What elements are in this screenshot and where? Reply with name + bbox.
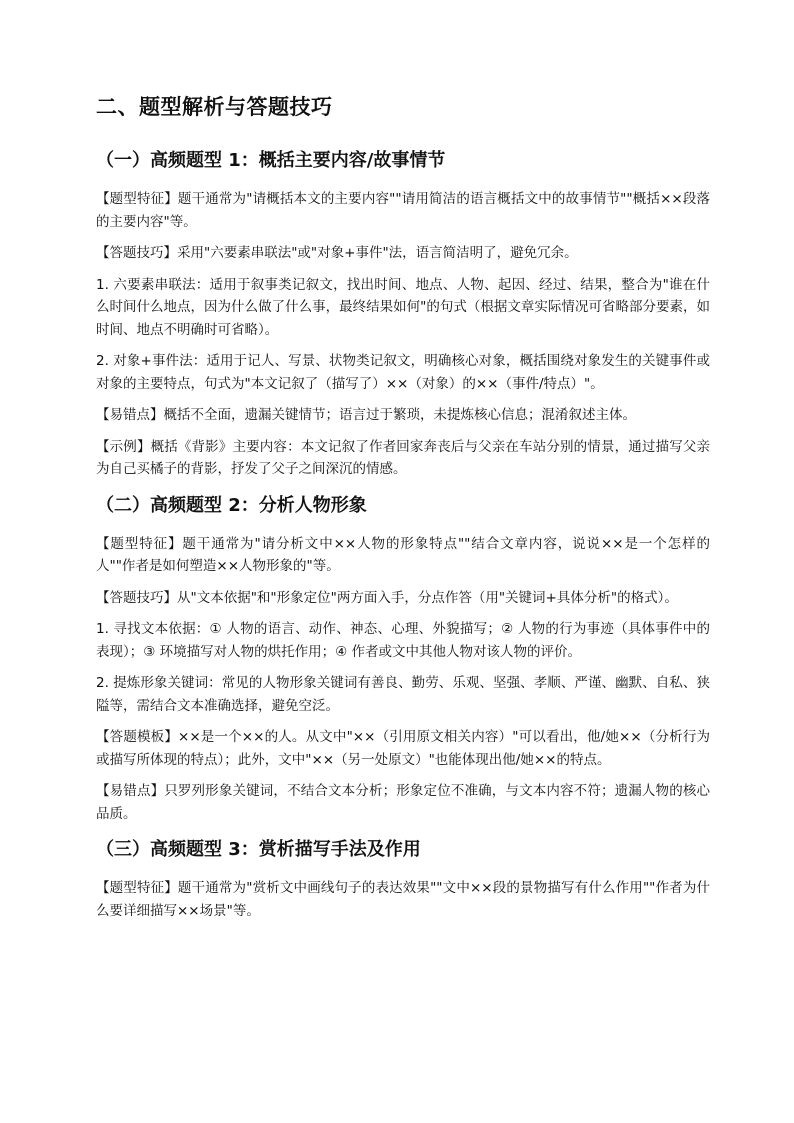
paragraph: 1. 寻找文本依据：① 人物的语言、动作、神态、心理、外貌描写；② 人物的行为事迹（具体事件中的表现）；③ 环境描写对人物的烘托作用；④ 作者或文中其他人物对该人物的评价。 — [96, 621, 710, 660]
paragraph: 2. 提炼形象关键词：常见的人物形象关键词有善良、勤劳、乐观、坚强、孝顺、严谨、幽默、自私、狭隘等，需结合文本准确选择，避免空泛。 — [96, 675, 710, 714]
section-heading: （一）高频题型 1：概括主要内容/故事情节 — [96, 150, 446, 171]
paragraph: 【示例】概括《背影》主要内容：本文记叙了作者回家奔丧后与父亲在车站分别的情景，通过描写父亲为自己买橘子的背影，抒发了父子之间深沉的情感。 — [96, 438, 710, 477]
section-heading: （三）高频题型 3：赏析描写手法及作用 — [96, 839, 421, 860]
section-2 — [96, 493, 710, 826]
section-1 — [96, 148, 710, 481]
section-3 — [96, 837, 710, 922]
paragraph: 【题型特征】题干通常为"赏析文中画线句子的表达效果""文中××段的景物描写有什么作用""作者为什么要详细描写××场景"等。 — [96, 880, 710, 919]
paragraph: 【答题技巧】从"文本依据"和"形象定位"两方面入手，分点作答（用"关键词+具体分析"的格式）。 — [96, 589, 678, 606]
paragraph: 1. 六要素串联法：适用于叙事类记叙文，找出时间、地点、人物、起因、经过、结果，整合为"谁在什么时间什么地点，因为什么做了什么事，最终结果如何"的句式（根据文章实际情况可省略部分要素，如时间、地点不明确时可省略）。 — [96, 276, 710, 338]
paragraph: 【答题技巧】采用"六要素串联法"或"对象+事件"法，语言简洁明了，避免冗余。 — [96, 245, 578, 261]
paragraph: 【题型特征】题干通常为"请概括本文的主要内容""请用简洁的语言概括文中的故事情节""概括××段落的主要内容"等。 — [96, 191, 710, 230]
paragraph: 【答题模板】××是一个××的人。从文中"××（引用原文相关内容）"可以看出，他/她××（分析行为或描写所体现的特点）；此外，文中"××（另一处原文）"也能体现出他/她××的特点。 — [96, 729, 710, 768]
paragraph: 【易错点】概括不全面，遗漏关键情节；语言过于繁琐，未提炼核心信息；混淆叙述主体。 — [96, 407, 636, 423]
paragraph: 【易错点】只罗列形象关键词，不结合文本分析；形象定位不准确，与文本内容不符；遗漏人物的核心品质。 — [96, 783, 710, 822]
document-title: 二、题型解析与答题技巧 — [96, 95, 333, 119]
paragraph: 【题型特征】题干通常为"请分析文中××人物的形象特点""结合文章内容，说说××是一个怎样的人""作者是如何塑造××人物形象的"等。 — [96, 535, 710, 574]
section-heading: （二）高频题型 2：分析人物形象 — [96, 494, 367, 516]
paragraph: 2. 对象+事件法：适用于记人、写景、状物类记叙文，明确核心对象，概括围绕对象发生的关键事件或对象的主要特点，句式为"本文记叙了（描写了）××（对象）的××（事件/特点）"。 — [96, 353, 710, 392]
